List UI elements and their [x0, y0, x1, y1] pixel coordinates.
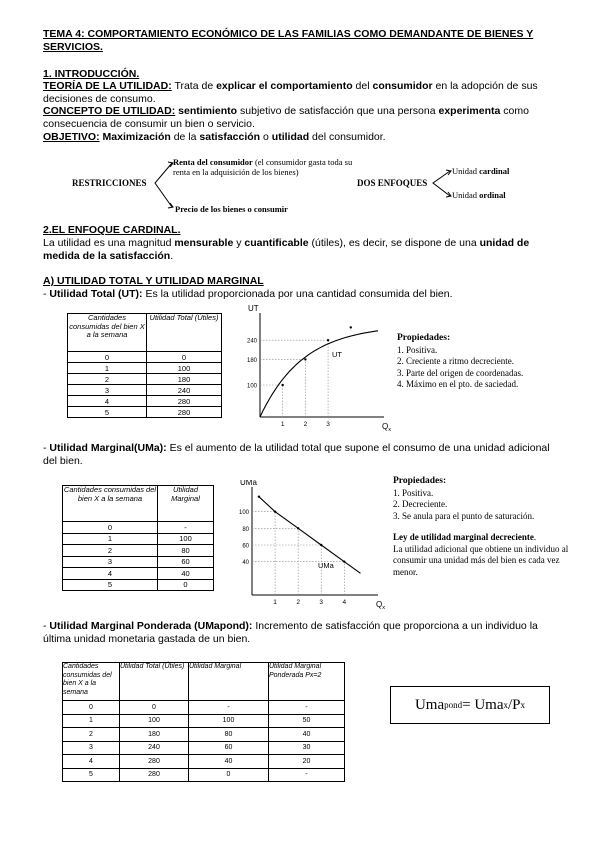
- formula-term: Uma: [414, 696, 445, 713]
- text-bold: experimenta: [438, 105, 501, 117]
- table-cell: 2: [68, 374, 147, 385]
- section-2-heading: 2.EL ENFOQUE CARDINAL.: [43, 224, 181, 236]
- table-cell: 1: [68, 363, 147, 374]
- text-bold: satisfacción: [199, 131, 261, 143]
- x-axis-label: $Q_x$: [382, 422, 391, 433]
- property-item: 3. Parte del origen de coordenadas.: [397, 367, 524, 378]
- data-point: [297, 527, 299, 529]
- data-point: [320, 544, 322, 546]
- table-cell: 5: [68, 407, 147, 418]
- table-cell: -: [269, 768, 345, 782]
- x-tick-label: 2: [303, 421, 308, 428]
- teoria-paragraph: [43, 80, 555, 105]
- table-cell: 0: [158, 579, 214, 591]
- properties-title: Propiedades:: [393, 476, 447, 486]
- table-cell: 100: [147, 363, 222, 374]
- ley-title-text: Ley de utilidad marginal decreciente: [393, 532, 534, 542]
- table-cell: 240: [147, 385, 222, 396]
- formula-subscript: x: [520, 700, 526, 710]
- table-cell: 0: [63, 701, 120, 715]
- table-cell: 40: [189, 755, 269, 769]
- table-header: Utilidad Marginal: [189, 663, 269, 701]
- formula-subscript: pond: [444, 700, 463, 710]
- table-header: Cantidades consumidas del bien X a la semana: [63, 663, 120, 701]
- table-cell: 80: [158, 545, 214, 557]
- y-tick-label: 60: [242, 543, 249, 550]
- ut-definition: [43, 288, 558, 301]
- data-point: [327, 339, 329, 341]
- table-cell: 180: [147, 374, 222, 385]
- bullet: -: [43, 442, 50, 454]
- y-tick-label: 240: [246, 338, 257, 345]
- table-cell: 0: [63, 522, 158, 534]
- property-item: 2. Creciente a ritmo decreciente.: [397, 356, 514, 366]
- table-header: Utilidad Marginal Ponderada Px=2: [269, 663, 345, 701]
- table-cell: 280: [120, 755, 189, 769]
- text: de la: [170, 131, 200, 143]
- table-cell: -: [269, 701, 345, 715]
- precio-item: Precio de los bienes o consumir: [175, 204, 288, 214]
- text-bold: Maximización: [102, 131, 171, 143]
- text-bold: cardinal: [479, 166, 510, 176]
- text: Unidad: [452, 166, 480, 176]
- table-cell: 0: [147, 352, 222, 363]
- y-tick-label: 180: [246, 357, 257, 364]
- text: Es la utilidad proporcionada por una cantidad consumida del bien.: [142, 288, 453, 300]
- x-tick-label: 3: [326, 421, 330, 428]
- teoria-label: TEORÍA DE LA UTILIDAD:: [43, 80, 172, 92]
- text: subjetivo de satisfacción que una persona: [237, 105, 439, 117]
- section-1-heading: 1. INTRODUCCIÓN.: [43, 68, 140, 80]
- umapond-table: [62, 662, 345, 782]
- page-title: TEMA 4: COMPORTAMIENTO ECONÓMICO DE LAS FAMILIAS COMO DEMANDANTE DE BIENES Y SERVICIOS.: [43, 28, 534, 53]
- x-axis-label: $Q_x$: [376, 600, 385, 610]
- concepto-label: CONCEPTO DE UTILIDAD:: [43, 105, 176, 117]
- table-cell: 1: [63, 714, 120, 728]
- property-item: 1. Positiva.: [393, 487, 434, 498]
- restricciones-label: RESTRICCIONES: [72, 178, 147, 188]
- formula-subscript: x: [503, 700, 509, 710]
- ut-properties: [397, 333, 567, 391]
- table-cell: 3: [63, 556, 158, 568]
- table-cell: 0: [120, 701, 189, 715]
- table-cell: 280: [147, 407, 222, 418]
- text: Unidad: [452, 190, 480, 200]
- text-bold: cuantificable: [244, 237, 309, 249]
- enfoque-ordinal: [452, 190, 506, 200]
- table-cell: 5: [63, 579, 158, 591]
- uma-label: Utilidad Marginal(UMa):: [49, 442, 167, 454]
- y-axis-label: UMa: [240, 480, 257, 487]
- text: Trata de: [171, 80, 217, 92]
- table-cell: 40: [158, 568, 214, 580]
- text: La utilidad es una magnitud: [43, 237, 175, 249]
- table-cell: 100: [158, 533, 214, 545]
- x-tick-label: 1: [273, 599, 277, 606]
- ley-text: La utilidad adicional que obtiene un individuo al consumir una unidad más del bien es cada vez menor.: [393, 543, 569, 577]
- ut-label: Utilidad Total (UT):: [49, 288, 143, 300]
- text: del: [352, 80, 373, 92]
- data-point: [274, 510, 276, 512]
- table-cell: 4: [63, 755, 120, 769]
- text-bold: explicar el comportamiento: [216, 80, 353, 92]
- uma-definition: [43, 442, 555, 467]
- property-item: 2. Decreciente.: [393, 499, 448, 509]
- table-cell: 280: [120, 768, 189, 782]
- table-cell: 100: [120, 714, 189, 728]
- y-tick-label: 80: [242, 526, 249, 533]
- table-cell: 30: [269, 741, 345, 755]
- data-point: [281, 384, 283, 386]
- table-cell: 100: [189, 714, 269, 728]
- renta-label: Renta del consumidor: [173, 157, 253, 167]
- x-tick-label: 3: [319, 599, 324, 606]
- formula-term: /P: [508, 696, 521, 713]
- concepto-paragraph: [43, 105, 555, 130]
- text: del consumidor.: [309, 131, 386, 143]
- table-header: Utilidad Total (Útiles): [120, 663, 189, 701]
- section-a-heading: A) UTILIDAD TOTAL Y UTILIDAD MARGINAL: [43, 275, 264, 287]
- formula-term: = Uma: [462, 696, 504, 713]
- text-bold: ordinal: [479, 190, 506, 200]
- table-cell: 20: [269, 755, 345, 769]
- table-cell: 4: [68, 396, 147, 407]
- text: Incremento de satisfacción que proporciona a un individuo la última unidad monetaria gastada de un bien.: [43, 620, 538, 645]
- uma-chart: [222, 480, 392, 610]
- bullet: -: [43, 620, 50, 632]
- dos-enfoques-label: DOS ENFOQUES: [357, 178, 428, 188]
- text-bold: mensurable: [174, 237, 234, 249]
- data-point: [304, 358, 306, 360]
- umapond-definition: [43, 620, 555, 645]
- table-cell: 1: [63, 533, 158, 545]
- table-cell: 40: [269, 728, 345, 742]
- cardinal-paragraph: [43, 237, 558, 262]
- table-cell: 2: [63, 728, 120, 742]
- text: en la adopción de sus decisiones de consumo.: [43, 80, 538, 105]
- table-cell: 5: [63, 768, 120, 782]
- objetivo-label: OBJETIVO:: [43, 131, 100, 143]
- series-line: [260, 331, 378, 417]
- table-cell: 4: [63, 568, 158, 580]
- renta-item: [173, 157, 365, 177]
- x-tick-label: 1: [280, 421, 285, 428]
- text: como consecuencia de consumir un bien o servicio.: [43, 105, 529, 130]
- y-tick-label: 100: [238, 510, 249, 517]
- ut-table: [67, 313, 222, 418]
- ut-chart: [232, 305, 402, 435]
- property-item: 1. Positiva.: [397, 344, 438, 355]
- property-item: 3. Se anula para el punto de saturación.: [393, 510, 535, 521]
- table-cell: 280: [147, 396, 222, 407]
- data-point: [350, 326, 352, 328]
- table-header: Cantidades consumidas del bien X a la semana: [68, 314, 147, 352]
- uma-properties: [393, 476, 571, 578]
- objetivo-paragraph: [43, 131, 555, 144]
- table-cell: 50: [269, 714, 345, 728]
- x-tick-label: 2: [296, 599, 300, 606]
- table-cell: 60: [158, 556, 214, 568]
- data-point: [343, 560, 345, 562]
- text-bold: unidad de medida de la satisfacción: [43, 237, 530, 262]
- table-header: Utilidad Total (Útiles): [147, 314, 222, 352]
- umapond-label: Utilidad Marginal Ponderada (UMapond):: [49, 620, 253, 632]
- text: (útiles), es decir, se dispone de una: [308, 237, 480, 249]
- table-cell: 2: [63, 545, 158, 557]
- y-axis-label: UT: [248, 305, 259, 313]
- table-cell: -: [189, 701, 269, 715]
- series-label: UMa: [318, 561, 334, 570]
- table-cell: 240: [120, 741, 189, 755]
- table-cell: -: [158, 522, 214, 534]
- text: .: [170, 249, 174, 262]
- table-cell: 60: [189, 741, 269, 755]
- text: Es el aumento de la utilidad total que supone el consumo de una unidad adicional del bien.: [43, 442, 550, 467]
- table-cell: 0: [189, 768, 269, 782]
- text-bold: utilidad: [271, 131, 310, 143]
- uma-table: [62, 485, 214, 591]
- table-cell: 180: [120, 728, 189, 742]
- data-point: [258, 495, 260, 497]
- text-bold: consumidor: [372, 80, 433, 92]
- y-tick-label: 100: [246, 383, 257, 390]
- text-bold: sentimiento: [178, 105, 238, 117]
- text: .: [533, 532, 537, 542]
- table-header: Cantidades consumidas del bien X a la semana: [63, 486, 158, 522]
- x-tick-label: 4: [342, 599, 347, 606]
- enfoque-cardinal: [452, 166, 509, 176]
- text: o: [260, 131, 272, 143]
- text: y: [233, 237, 245, 249]
- table-cell: 3: [63, 741, 120, 755]
- y-tick-label: 40: [242, 560, 249, 567]
- table-cell: 3: [68, 385, 147, 396]
- table-header: Utilidad Marginal: [158, 486, 214, 522]
- property-item: 4. Máximo en el pto. de saciedad.: [397, 379, 519, 389]
- series-label: UT: [332, 350, 342, 359]
- renta-description: (el consumidor gasta toda su renta en la adquisición de los bienes): [173, 157, 353, 177]
- umapond-formula: [390, 686, 550, 724]
- table-cell: 0: [68, 352, 147, 363]
- ley-title: [393, 532, 571, 544]
- bullet: -: [43, 288, 50, 300]
- properties-title: Propiedades:: [397, 333, 451, 343]
- table-cell: 80: [189, 728, 269, 742]
